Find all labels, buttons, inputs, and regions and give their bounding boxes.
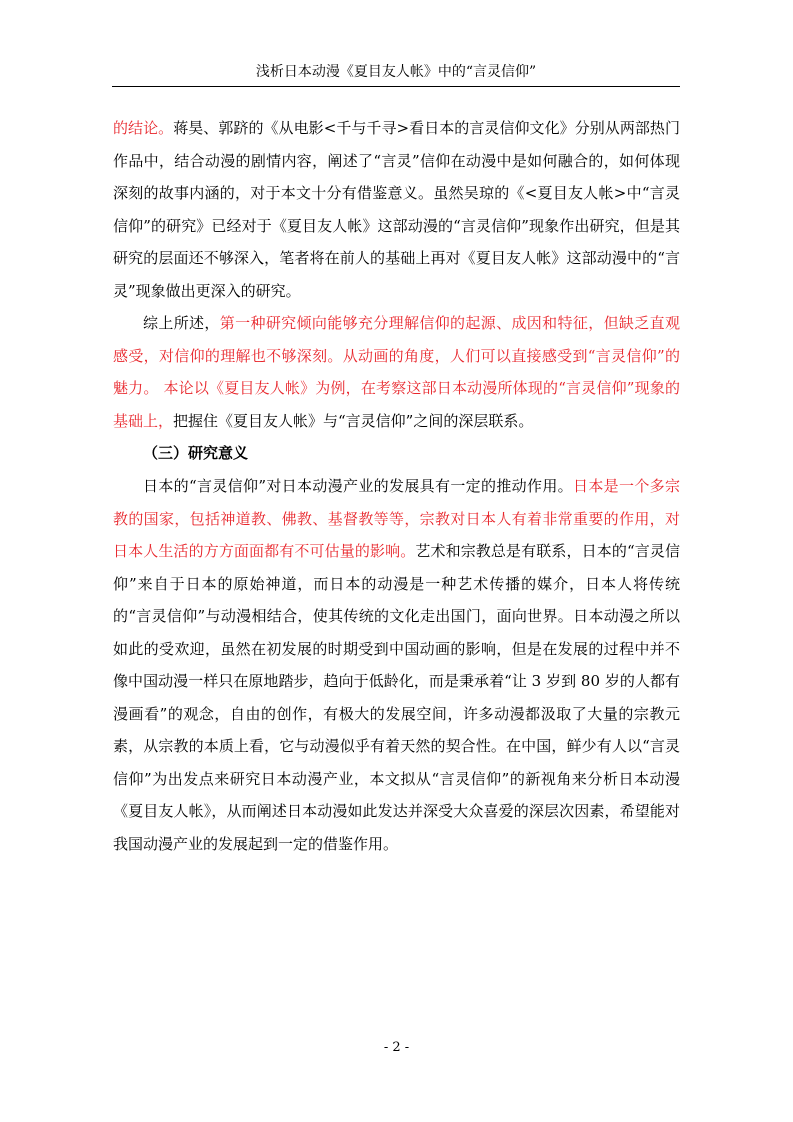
highlighted-text: 的结论。: [113, 119, 174, 137]
header-title: 浅析日本动漫《夏目友人帐》中的“言灵信仰”: [255, 64, 537, 80]
paragraph-3: [113, 470, 680, 860]
body-text: 综上所述，: [143, 314, 220, 332]
body-text: 蒋昊、郭跻的《从电影<千与千寻>看日本的言灵信仰文化》分别从两部热门作品中，结合动漫的剧情内容，阐述了“言灵”信仰在动漫中是如何融合的，如何体现深刻的故事内涵的，对于本文十分有借鉴意义。虽然吴琼的《<夏目友人帐>中“言灵信仰”的研究》已经对于《夏目友人帐》这部动漫的“言灵信仰”现象作出研究，但是其研究的层面还不够深入，笔者将在前人的基础上再对《夏目友人帐》这部动漫中的“言灵”现象做出更深入的研究。: [113, 119, 680, 300]
body-text: 艺术和宗教总是有联系，日本的“言灵信仰”来自于日本的原始神道，而日本的动漫是一种艺术传播的媒介，日本人将传统的“言灵信仰”与动漫相结合，使其传统的文化走出国门，面向世界。日本动漫之所以如此的受欢迎，虽然在初发展的时期受到中国动画的影响，但是在发展的过程中并不像中国动漫一样只在原地踏步，趋向于低龄化，而是秉承着“让 3 岁到 80 岁的人都有漫画看”的观念，自由的创作，有极大的发展空间，许多动漫都汲取了大量的宗教元素，从宗教的本质上看，它与动漫似乎有着天然的契合性。在中国，鲜少有人以“言灵信仰”为出发点来研究日本动漫产业，本文拟从“言灵信仰”的新视角来分析日本动漫《夏目友人帐》，从而阐述日本动漫如此发达并深受大众喜爱的深层次因素，希望能对我国动漫产业的发展起到一定的借鉴作用。: [113, 542, 680, 853]
body-text: 日本的“言灵信仰”对日本动漫产业的发展具有一定的推动作用。: [143, 477, 573, 495]
section-heading: （三）研究意义: [143, 444, 249, 462]
document-body: [113, 112, 680, 860]
paragraph-1: [113, 112, 680, 307]
page-number: - 2 -: [383, 1040, 410, 1055]
body-text: 把握住《夏目友人帐》与“言灵信仰”之间的深层联系。: [173, 411, 534, 430]
highlighted-text: 日本是一个多宗教的国家，包括神道教、佛教、基督教等等，宗教对日本人有着非常重要的作用，对日本人生活的方方面面都有不可估量的影响。: [113, 477, 680, 560]
page-header: [112, 62, 680, 87]
page-footer: [0, 1039, 793, 1057]
highlighted-text: 第一种研究倾向能够充分理解信仰的起源、成因和特征，但缺乏直观感受，对信仰的理解也不够深刻。从动画的角度，人们可以直接感受到“言灵信仰”的魅力。 本论以《夏目友人帐》为例，在考察这部日本动漫所体现的“言灵信仰”现象的基础上，: [113, 314, 680, 430]
paragraph-2: [113, 307, 680, 437]
